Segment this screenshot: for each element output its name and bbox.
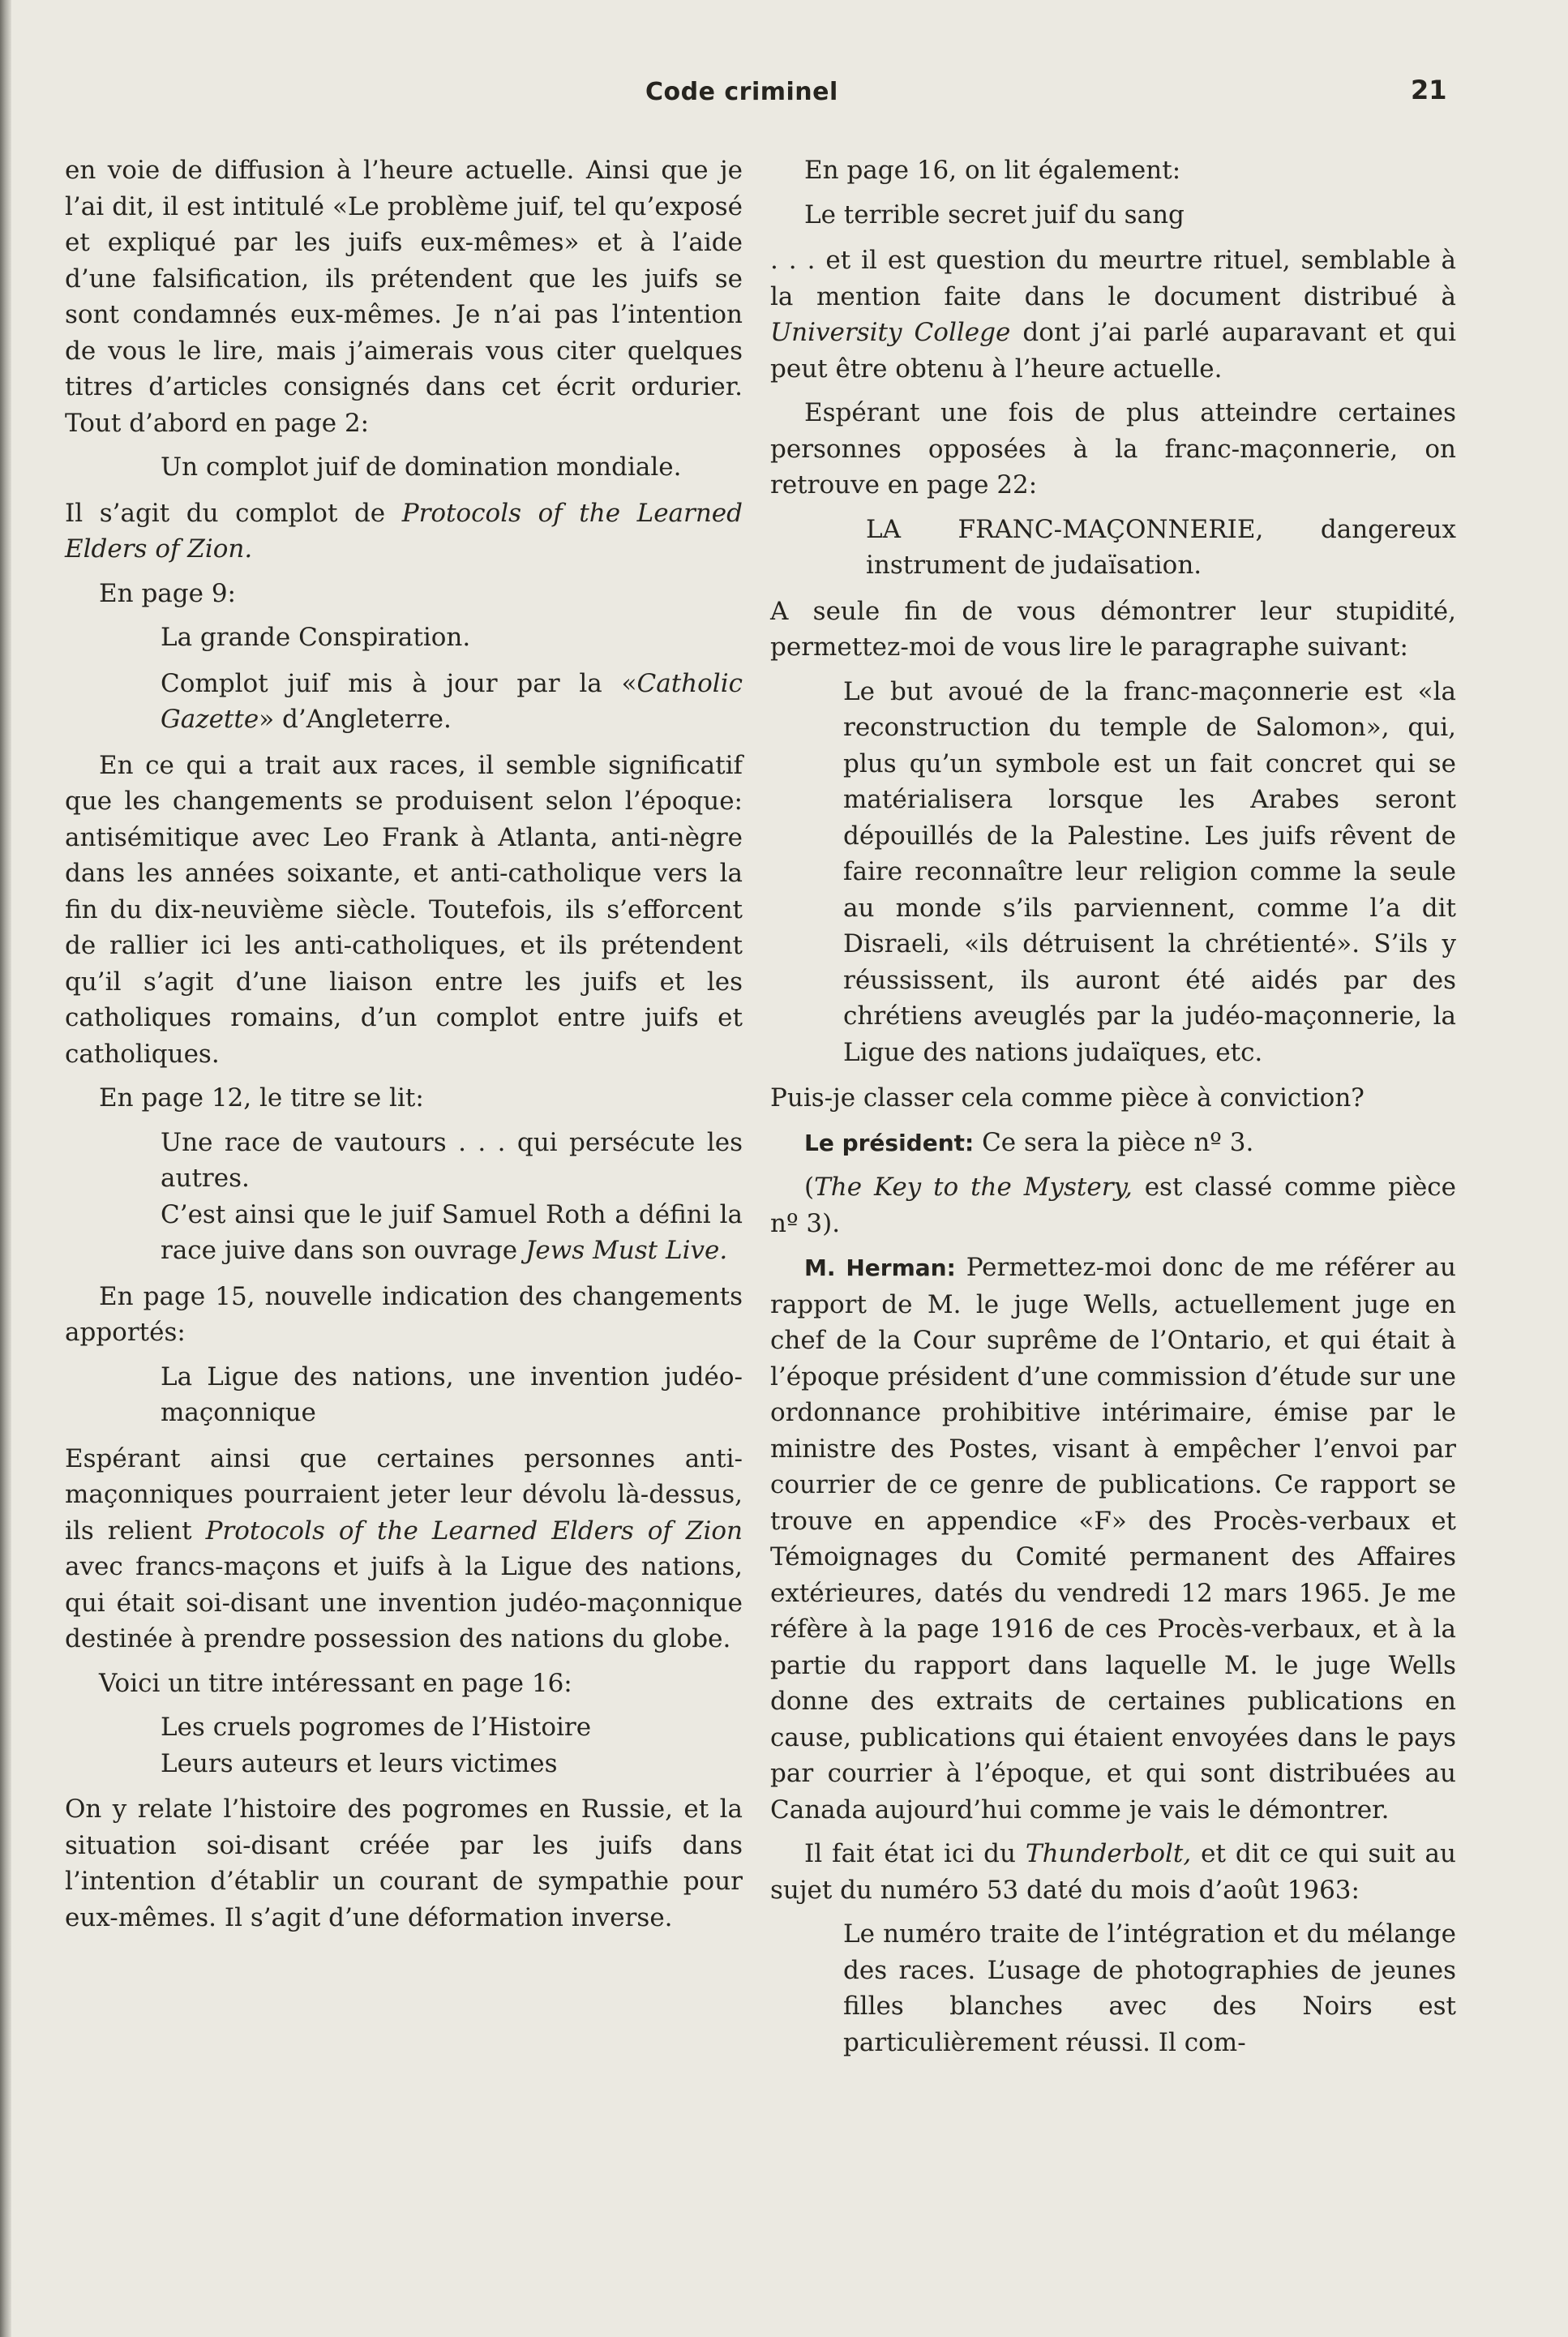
text-run: et dit ce qui suit au sujet du numéro 53 daté du mois d’août 1963: — [770, 1839, 1456, 1905]
paragraph: en voie de diffusion à l’heure actuelle. Ainsi que je l’ai dit, il est intitulé «Le problème juif, tel qu’exposé et expliqué par les juifs eux-mêmes» et à l’aide d’une falsification, ils prétendent que les juifs se sont condamnés eux-mêmes. Je n’ai pas l’intention de vous le lire, mais j’aimerais vous citer quelques titres d’articles consignés dans cet écrit ordurier. Tout d’abord en page 2: — [65, 156, 743, 438]
text-run: Il s’agit du complot de — [65, 498, 402, 528]
italic-title: Protocols of the Learned Elders of Zion. — [65, 498, 743, 564]
text-run: ( — [804, 1173, 815, 1202]
text-run: Ce sera la pièce nº 3. — [974, 1127, 1254, 1157]
text-run: Il fait état ici du — [804, 1839, 1026, 1868]
paragraph: A seule fin de vous démontrer leur stupidité, permettez-moi de vous lire le paragraphe suivant: — [770, 596, 1456, 662]
quote-line: Les cruels pogromes de l’Histoire — [161, 1713, 592, 1742]
paragraph: Voici un titre intéressant en page 16: — [99, 1668, 572, 1698]
quote-text: La Ligue des nations, une invention judéo-maçonnique — [161, 1361, 743, 1427]
block-quote — [65, 1359, 743, 1431]
text-run: . . . et il est question du meurtre rituel, semblable à la mention faite dans le document distribué à — [770, 246, 1456, 311]
paragraph — [65, 1441, 743, 1657]
italic-title: Catholic Gazette — [161, 668, 743, 734]
paragraph: En page 16, on lit également: — [804, 156, 1181, 185]
right-column — [770, 152, 1456, 2070]
paragraph: En ce qui a trait aux races, il semble significatif que les changements se produisent selon l’époque: antisémitique avec Leo Frank à Atlanta, anti-nègre dans les années soixante, et anti-catholique vers la fin du dix-neuvième siècle. Toutefois, ils s’efforcent de rallier ici les anti-catholiques, et ils prétendent qu’il s’agit d’une liaison entre les juifs et les catholiques romains, d’un complot entre juifs et catholiques. — [65, 750, 743, 1069]
quote-line: Leurs auteurs et leurs victimes — [161, 1748, 558, 1778]
quote-text: LA FRANC-MAÇONNERIE, dangereux instrument de judaïsation. — [866, 514, 1456, 580]
paragraph: En page 15, nouvelle indication des changements apportés: — [65, 1281, 743, 1347]
block-quote — [770, 674, 1456, 1071]
italic-title: The Key to the Mystery, — [814, 1173, 1133, 1202]
paragraph — [770, 242, 1456, 387]
italic-title: Protocols of the Learned Elders of Zion — [205, 1516, 743, 1546]
paragraph — [65, 495, 743, 568]
page-number: 21 — [1411, 75, 1447, 105]
running-header-title: Code criminel — [645, 78, 838, 106]
paragraph — [770, 1169, 1456, 1241]
text-run: avec francs-maçons et juifs à la Ligue des nations, qui était soi-disant une invention judéo-maçonnique destinée à prendre possession des nations du globe. — [65, 1552, 743, 1653]
quote-text: Le but avoué de la franc-maçonnerie est «la reconstruction du temple de Salomon», qui, plus qu’un symbole est un fait concret qui se matérialisera lorsque les Arabes seront dépouillés de la Palestine. Les juifs rêvent de faire reconnaître leur religion comme la seule au monde s’ils parviennent, comme l’a dit Disraeli, «ils détruisent la chrétienté». S’ils y réussissent, ils auront été aidés par des chrétiens aveuglés par la judéo-maçonnerie, la Ligue des nations judaïques, etc. — [843, 676, 1456, 1067]
paragraph — [770, 1125, 1456, 1162]
block-quote — [65, 666, 743, 738]
italic-title: University College — [770, 318, 1011, 347]
quote-text: Le terrible secret juif du sang — [804, 199, 1185, 229]
text-run: » d’Angleterre. — [259, 705, 452, 734]
block-quote — [65, 620, 743, 656]
paragraph: En page 9: — [99, 578, 236, 608]
page-binding-edge — [0, 0, 11, 2337]
speaker-name: Le président: — [804, 1129, 975, 1156]
paragraph — [770, 1250, 1456, 1828]
quote-text: La grande Conspiration. — [161, 623, 471, 652]
quote-text — [161, 1197, 743, 1269]
text-run: C’est ainsi que le juif Samuel Roth a défini la race juive dans son ouvrage — [161, 1199, 743, 1265]
block-quote — [65, 449, 743, 486]
block-quote — [770, 197, 1456, 234]
paragraph: En page 12, le titre se lit: — [99, 1083, 424, 1113]
block-quote — [770, 1916, 1456, 2060]
quote-text: Une race de vautours . . . qui persécute les autres. — [161, 1127, 743, 1193]
text-run: dont j’ai parlé auparavant et qui peut être obtenu à l’heure actuelle. — [770, 318, 1456, 384]
quote-text — [161, 666, 743, 738]
text-run: Espérant ainsi que certaines personnes anti-maçonniques pourraient jeter leur dévolu là-dessus, ils relient — [65, 1443, 743, 1546]
paragraph: Espérant une fois de plus atteindre certaines personnes opposées à la franc-maçonnerie, on retrouve en page 22: — [770, 398, 1456, 500]
text-run: Complot juif mis à jour par la « — [161, 668, 637, 698]
paragraph: On y relate l’histoire des pogromes en Russie, et la situation soi-disant créée par les juifs dans l’intention d’établir un courant de sympathie pour eux-mêmes. Il s’agit d’une déformation inverse. — [65, 1795, 743, 1932]
italic-title: Jews Must Live. — [525, 1236, 728, 1265]
paragraph — [770, 1836, 1456, 1908]
speaker-name: M. Herman: — [804, 1254, 956, 1281]
left-column — [65, 152, 743, 1944]
quote-text: Un complot juif de domination mondiale. — [161, 452, 682, 482]
block-quote — [65, 1125, 743, 1269]
text-run: Permettez-moi donc de me référer au rapport de M. le juge Wells, actuellement juge en chef de la Cour suprême de l’Ontario, et qui était à l’époque président d’une commission d’étude sur une ordonnance prohibitive intérimaire, émise par le ministre des Postes, visant à empêcher l’envoi par courrier de ce genre de publications. Ce rapport se trouve en appendice «F» des Procès-verbaux et Témoignages du Comité permanent des Affaires extérieures, datés du vendredi 12 mars 1965. Je me réfère à la page 1916 de ces Procès-verbaux, et à la partie du rapport dans laquelle M. le juge Wells donne des extraits de certaines publications en cause, publications qui étaient envoyées dans le pays par courrier à l’époque, et qui sont distribuées au Canada aujourd’hui comme je vais le démontrer. — [770, 1253, 1457, 1825]
block-quote — [65, 1709, 743, 1782]
block-quote — [770, 512, 1456, 584]
text-run: est classé comme pièce nº 3). — [770, 1173, 1456, 1238]
italic-title: Thunderbolt, — [1025, 1839, 1192, 1868]
quote-text: Le numéro traite de l’intégration et du mélange des races. L’usage de photographies de jeunes filles blanches avec des Noirs est particulièrement réussi. Il com- — [843, 1919, 1456, 2057]
paragraph: Puis-je classer cela comme pièce à conviction? — [770, 1083, 1365, 1113]
